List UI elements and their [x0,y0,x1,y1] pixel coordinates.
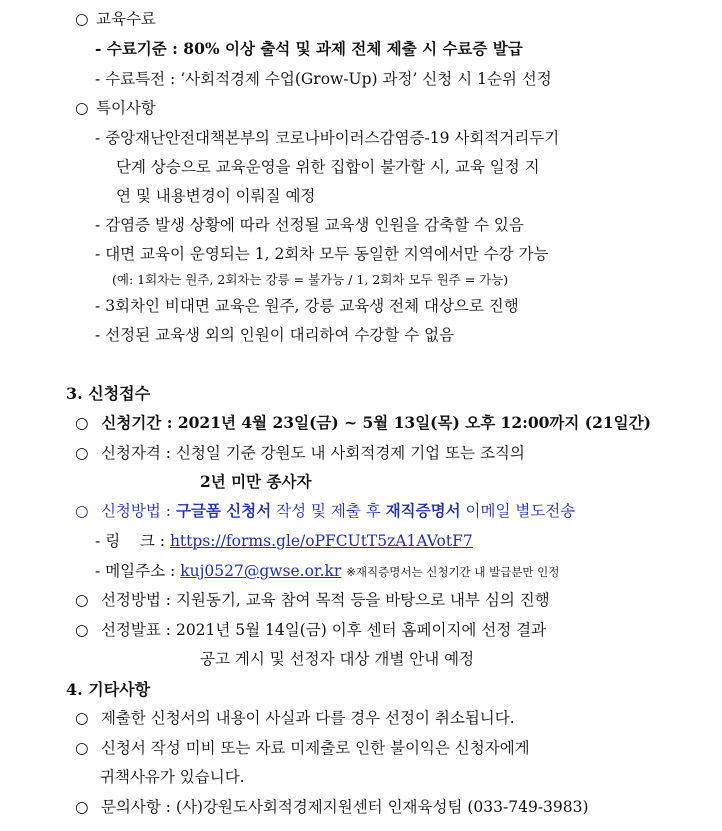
benefit-value: ‘사회적경제 수업(Grow-Up) 과정’ 신청 시 1순위 선정 [180,70,552,88]
announce-value: 2021년 5월 14일(금) 이후 센터 홈페이지에 선정 결과 [175,621,547,639]
circle-bullet-icon: ○ [75,10,89,28]
qualification-label: 신청자격 [100,444,161,462]
completion-criteria-line: - 수료기준 : 80% 이상 출석 및 과제 전체 제출 시 수료증 발급 [95,39,523,58]
special-header: ○ 특이사항 [75,99,156,117]
special-item-cont: 연 및 내용변경이 이뤄질 예정 [116,187,316,205]
circle-bullet-icon: ○ [75,502,89,520]
announce-value-cont: 공고 게시 및 선정자 대상 개별 안내 예정 [200,650,475,668]
email-line: - 메일주소 : kuj0527@gwse.or.kr ※재직증명서는 신청기간 내 발급분만 인정 [95,562,560,580]
circle-bullet-icon: ○ [75,621,89,639]
criteria-label: 수료기준 [106,39,167,58]
google-form-link[interactable]: https://forms.gle/oPFCUtT5zA1AVotF7 [169,532,473,550]
completion-header: ○ 교육수료 [75,10,156,28]
special-item: - 대면 교육이 운영되는 1, 2회차 모두 동일한 지역에서만 수강 가능 [95,245,549,263]
circle-bullet-icon: ○ [75,709,89,727]
email-label: 메일주소 [105,562,166,580]
special-item-example: (예: 1회차는 원주, 2회차는 강릉 = 불가능 / 1, 2회차 모두 원주 = 가능) [112,272,509,287]
circle-bullet-icon: ○ [75,99,89,117]
announce-line: ○ 선정발표 : 2021년 5월 14일(금) 이후 센터 홈페이지에 선정 결과 [75,621,547,639]
special-item: - 3회차인 비대면 교육은 원주, 강릉 교육생 전체 대상으로 진행 [95,297,519,315]
special-item: - 감염증 발생 상황에 따라 선정될 교육생 인원을 감축할 수 있음 [95,216,524,234]
period-value: 2021년 4월 23일(금) ~ 5월 13일(목) 오후 12:00까지 (21일간) [177,413,651,432]
period-line: ○ 신청기간 : 2021년 4월 23일(금) ~ 5월 13일(목) 오후 12:00까지 (21일간) [75,413,651,432]
email-note: ※재직증명서는 신청기간 내 발급분만 인정 [346,565,560,579]
completion-benefit-line: - 수료특전 : ‘사회적경제 수업(Grow-Up) 과정’ 신청 시 1순위 선정 [95,70,552,88]
method-certificate: 재직증명서 [385,501,461,520]
circle-bullet-icon: ○ [75,739,89,757]
announce-label: 선정발표 [100,621,161,639]
method-label: 신청방법 [100,502,161,520]
link-line: - 링 크 : https://forms.gle/oPFCUtT5zA1AVotF7 [95,532,473,550]
qualification-value: 신청일 기준 강원도 내 사회적경제 기업 또는 조직의 [175,444,525,462]
etc-item-contact: ○ 문의사항 : (사)강원도사회적경제지원센터 인재육성팀 (033-749-3983) [75,798,589,816]
circle-bullet-icon: ○ [75,444,89,462]
special-item: - 중앙재난안전대책본부의 코로나바이러스감염증-19 사회적거리두기 [95,129,560,147]
link-label: 링 크 [105,532,155,550]
section-3-title: 3. 신청접수 [66,384,151,403]
etc-item: ○ 제출한 신청서의 내용이 사실과 다를 경우 선정이 취소됩니다. [75,709,515,727]
selection-label: 선정방법 [100,591,161,609]
email-link[interactable]: kuj0527@gwse.or.kr [180,562,342,580]
etc-item-cont: 귀책사유가 있습니다. [100,768,245,786]
circle-bullet-icon: ○ [75,798,89,816]
section-4-title: 4. 기타사항 [66,680,151,699]
special-item-cont: 단계 상승으로 교육운영을 위한 집합이 불가할 시, 교육 일정 지 [116,158,540,176]
selection-line: ○ 선정방법 : 지원동기, 교육 참여 목적 등을 바탕으로 내부 심의 진행 [75,591,550,609]
benefit-label: 수료특전 [105,70,166,88]
criteria-value: 80% 이상 출석 및 과제 전체 제출 시 수료증 발급 [183,39,523,58]
method-line: ○ 신청방법 : 구글폼 신청서 작성 및 제출 후 재직증명서 이메일 별도전송 [75,501,576,520]
circle-bullet-icon: ○ [75,591,89,609]
special-item: - 선정된 교육생 외의 인원이 대리하여 수강할 수 없음 [95,326,455,344]
method-form: 구글폼 신청서 [175,501,272,520]
selection-value: 지원동기, 교육 참여 목적 등을 바탕으로 내부 심의 진행 [175,591,550,609]
etc-item: ○ 신청서 작성 미비 또는 자료 미제출로 인한 불이익은 신청자에게 [75,739,530,757]
period-label: 신청기간 [101,413,162,432]
qualification-value-cont: 2년 미만 종사자 [200,472,312,491]
circle-bullet-icon: ○ [75,413,89,432]
qualification-line: ○ 신청자격 : 신청일 기준 강원도 내 사회적경제 기업 또는 조직의 [75,444,525,462]
